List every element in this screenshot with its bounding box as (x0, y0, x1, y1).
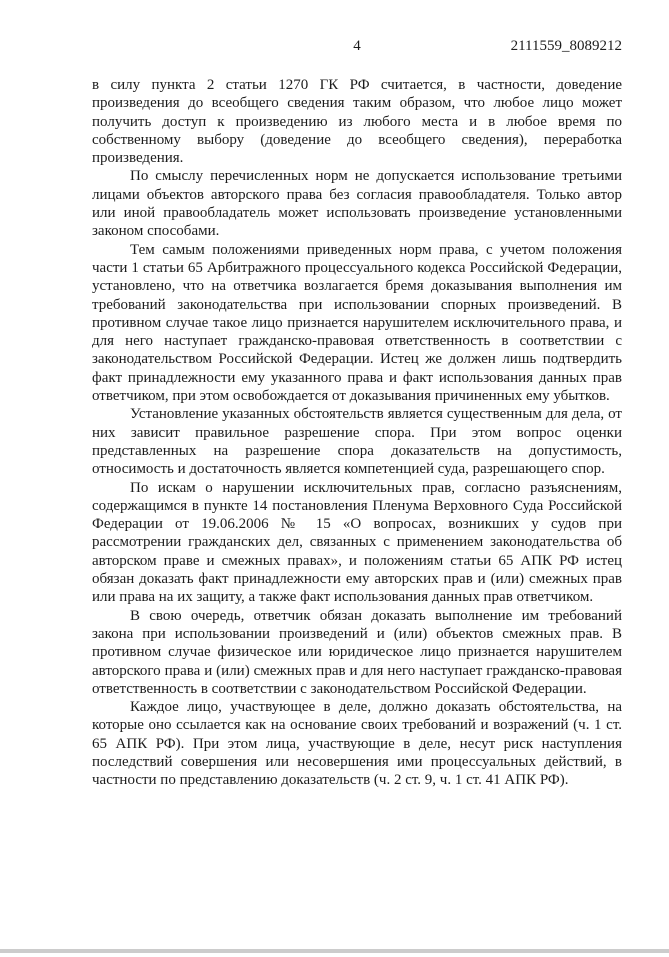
document-id: 2111559_8089212 (510, 38, 622, 54)
paragraph: По смыслу перечисленных норм не допускается использование третьими лицами объектов авторского права без согласия правообладателя. Только автор или иной правообладатель может использовать произведение установленными законом способами. (92, 168, 622, 240)
document-body (92, 76, 622, 790)
paragraph: Каждое лицо, участвующее в деле, должно доказать обстоятельства, на которые оно ссылается как на основание своих требований и возражений (ч. 1 ст. 65 АПК РФ). При этом лица, участвующие в деле, несут риск наступления последствий совершения или несовершения ими процессуальных действий, в частности по представлению доказательств (ч. 2 ст. 9, ч. 1 ст. 41 АПК РФ). (92, 699, 622, 789)
paragraph: Установление указанных обстоятельств является существенным для дела, от них зависит правильное разрешение спора. При этом вопрос оценки представленных на разрешение спора доказательств на допустимость, относимость и достаточность является компетенцией суда, разрешающего спор. (92, 406, 622, 478)
paragraph: В свою очередь, ответчик обязан доказать выполнение им требований закона при использовании произведений и (или) объектов смежных прав. В противном случае физическое или юридическое лицо признается нарушителем авторского права и (или) смежных прав и для него наступает гражданско-правовая ответственность в соответствии с законодательством Российской Федерации. (92, 607, 622, 697)
paragraph: Тем самым положениями приведенных норм права, с учетом положения части 1 статьи 65 Арбитражного процессуального кодекса Российской Федерации, установлено, что на ответчика возлагается бремя доказывания выполнения им требований законодательства при использовании спорных произведений. В противном случае такое лицо признается нарушителем исключительного права, и для него наступает гражданско-правовая ответственность в соответствии с законодательством Российской Федерации. Истец же должен лишь подтвердить факт принадлежности ему указанного права и факт использования данных прав ответчиком, при этом освобождается от доказывания причиненных ему убытков. (92, 241, 622, 405)
page-bottom-divider (0, 949, 669, 953)
paragraph: По искам о нарушении исключительных прав, согласно разъяснениям, содержащимся в пункте 14 постановления Пленума Верховного Суда Российской Федерации от 19.06.2006 № 15 «О вопросах, возникших у судов при рассмотрении гражданских дел, связанных с применением законодательства об авторском праве и смежных правах», и положениям статьи 65 АПК РФ истец обязан доказать факт принадлежности ему авторских прав и (или) смежных прав или права на их защиту, а также факт использования данных прав ответчиком. (92, 479, 622, 606)
page-number: 4 (353, 38, 361, 54)
page-header (92, 37, 622, 56)
paragraph-continuation: в силу пункта 2 статьи 1270 ГК РФ считается, в частности, доведение произведения до всеобщего сведения таким образом, что любое лицо может получить доступ к произведению из любого места и в любое время по собственному выбору (доведение до всеобщего сведения), переработка произведения. (92, 77, 622, 167)
